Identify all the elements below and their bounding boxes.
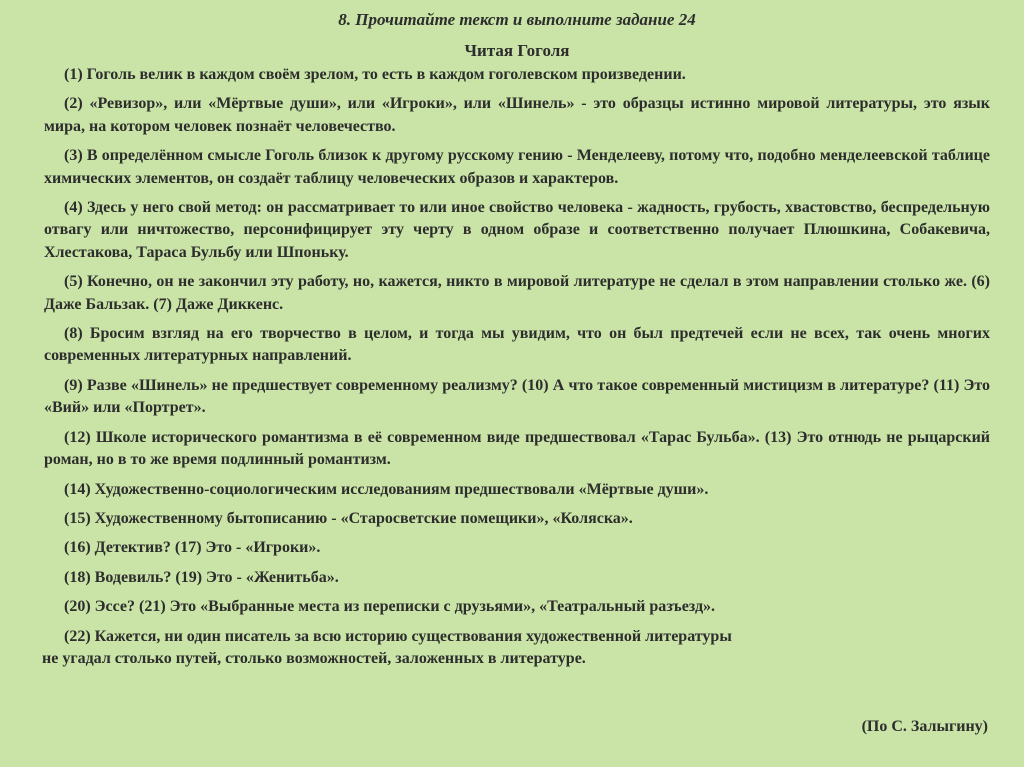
paragraph-5: (5) Конечно, он не закончил эту работу, но, кажется, никто в мировой литературе не сделал в этом направлении столько же. (6) Даже Бальзак. (7) Даже Диккенс. (44, 273, 990, 313)
paragraph-9: (9) Разве «Шинель» не предшествует современному реализму? (10) А что такое современный мистицизм в литературе? (11) Это «Вий» или «Портрет». (44, 376, 990, 417)
paragraph-2: (2) «Ревизор», или «Мёртвые души», или «Игроки», или «Шинель» - это образцы истинно мировой литературы, это язык мира, на котором человек познаёт человечество. (44, 95, 990, 135)
paragraph-12: (12) Школе исторического романтизма в её современном виде предшествовал «Тарас Бульба». (13) Это отнюдь не рыцарский роман, но в то же время подлинный романтизм. (44, 428, 990, 469)
paragraph-8: (8) Бросим взгляд на его творчество в целом, и тогда мы увидим, что он был предтечей если не всех, так очень многих современных литературных направлений. (44, 325, 990, 365)
paragraph-20: (20) Эссе? (21) Это «Выбранные места из переписки с друзьями», «Театральный разъезд». (64, 598, 716, 616)
paragraph-22: (22) Кажется, ни один писатель за всю историю существования художественной литературы (64, 627, 732, 645)
paragraph-3: (3) В определённом смысле Гоголь близок к другому русскому гению - Менделееву, потому что, подобно менделеевской таблице химических элементов, он создаёт таблицу человеческих образов и характеров. (44, 147, 990, 187)
paragraph-22-continuation: не угадал столько путей, столько возможностей, заложенных в литературе. (42, 649, 586, 667)
source-attribution: (По С. Залыгину) (861, 718, 988, 735)
task-heading: 8. Прочитайте текст и выполните задание 24 (338, 10, 696, 29)
paragraph-15: (15) Художественному бытописанию - «Старосветские помещики», «Коляска». (64, 509, 633, 527)
paragraph-18: (18) Водевиль? (19) Это - «Женитьба». (64, 568, 339, 586)
paragraph-1: (1) Гоголь велик в каждом своём зрелом, то есть в каждом гоголевском произведении. (64, 66, 686, 83)
paragraph-14: (14) Художественно-социологическим исследованиям предшествовали «Мёртвые души». (64, 480, 709, 498)
paragraph-4: (4) Здесь у него свой метод: он рассматривает то или иное свойство человека - жадность, грубость, хвастовство, беспредельную отвагу или ничтожество, персонифицирует эту черту в одном образе и соответственно получает Плюшкина, Собакевича, Хлестакова, Тараса Бульбу или Шпоньку. (44, 199, 990, 261)
paragraph-16: (16) Детектив? (17) Это - «Игроки». (64, 539, 321, 557)
text-title: Читая Гоголя (464, 41, 570, 60)
